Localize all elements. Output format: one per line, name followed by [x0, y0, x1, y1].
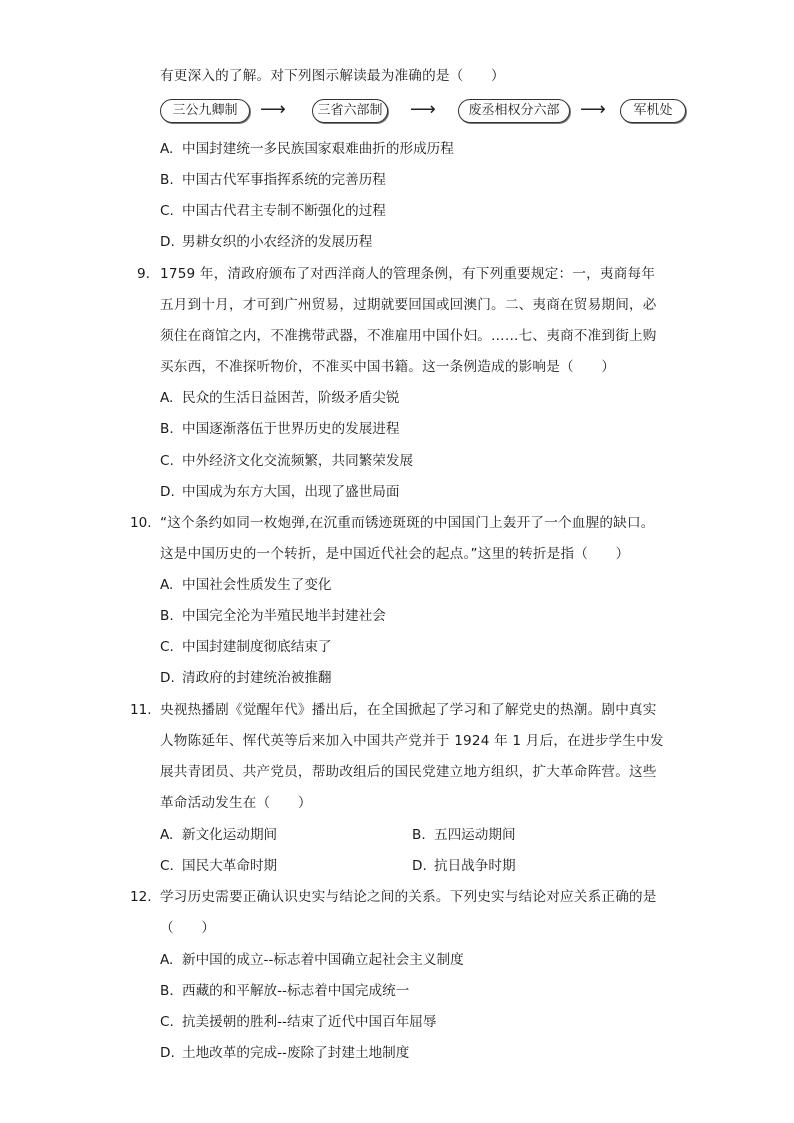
- q10-option-d[interactable]: D. 清政府的封建统治被推翻: [160, 670, 332, 686]
- q10-option-a[interactable]: A. 中国社会性质发生了变化: [160, 577, 332, 593]
- q12-option-c[interactable]: C. 抗美援朝的胜利--结束了近代中国百年屈辱: [160, 1014, 437, 1030]
- q10-option-b[interactable]: B. 中国完全沦为半殖民地半封建社会: [160, 608, 386, 624]
- q11-stem-line: 革命活动发生在（ ）: [160, 795, 312, 811]
- q11-option-c[interactable]: C. 国民大革命时期: [160, 858, 278, 874]
- q11-stem-line: 人物陈延年、恽代英等后来加入中国共产党并于 1924 年 1 月后，在进步学生中发: [160, 733, 664, 749]
- q9-stem-line: 1759 年，清政府颁布了对西洋商人的管理条例，有下列重要规定：一，夷商每年: [160, 266, 656, 282]
- flow-box-1: 三公九卿制: [160, 99, 250, 123]
- q11-option-a[interactable]: A. 新文化运动期间: [160, 827, 278, 843]
- q10-option-c[interactable]: C. 中国封建制度彻底结束了: [160, 639, 332, 655]
- q9-stem-line: 五月到十月，才可到广州贸易，过期就要回国或回澳门。二、夷商在贸易期间，必: [160, 297, 657, 313]
- q9-option-b[interactable]: B. 中国逐渐落伍于世界历史的发展进程: [160, 421, 400, 437]
- q9-option-d[interactable]: D. 中国成为东方大国，出现了盛世局面: [160, 484, 400, 500]
- q12-stem-line: 学习历史需要正确认识史实与结论之间的关系。下列史实与结论对应关系正确的是: [160, 889, 657, 905]
- q8-flow-diagram: [160, 96, 690, 126]
- q11-option-d[interactable]: D. 抗日战争时期: [412, 858, 516, 874]
- q12-option-d[interactable]: D. 土地改革的完成--废除了封建土地制度: [160, 1045, 410, 1061]
- q12-option-a[interactable]: A. 新中国的成立--标志着中国确立起社会主义制度: [160, 952, 464, 968]
- q11-stem-line: 展共青团员、共产党员，帮助改组后的国民党建立地方组织，扩大革命阵营。这些: [160, 764, 657, 780]
- q9-option-a[interactable]: A. 民众的生活日益困苦，阶级矛盾尖锐: [160, 390, 400, 406]
- q8-stem: 有更深入的了解。对下列图示解读最为准确的是（ ）: [160, 68, 505, 84]
- q8-option-c[interactable]: C. 中国古代君主专制不断强化的过程: [160, 203, 386, 219]
- flow-box-3: 废丞相权分六部: [458, 99, 570, 123]
- q9-number: 9.: [137, 266, 150, 282]
- q8-option-b[interactable]: B. 中国古代军事指挥系统的完善历程: [160, 172, 386, 188]
- q9-option-c[interactable]: C. 中外经济文化交流频繁，共同繁荣发展: [160, 453, 414, 469]
- q11-option-b[interactable]: B. 五四运动期间: [412, 827, 516, 843]
- q12-stem-line: （ ）: [160, 920, 216, 936]
- q9-stem-line: 买东西，不准探听物价，不准买中国书籍。这一条例造成的影响是（ ）: [160, 359, 616, 375]
- q8-option-d[interactable]: D. 男耕女织的小农经济的发展历程: [160, 234, 373, 250]
- q10-stem-line: “这个条约如同一枚炮弹,在沉重而锈迹斑斑的中国国门上轰开了一个血腥的缺口。: [160, 515, 655, 531]
- flow-arrow-1: ⟶: [260, 99, 286, 120]
- flow-box-4: 军机处: [620, 99, 686, 123]
- q9-stem-line: 须住在商馆之内，不准携带武器，不准雇用中国仆妇。……七、夷商不准到街上购: [160, 328, 657, 344]
- flow-arrow-2: ⟶: [410, 99, 436, 120]
- q10-stem-line: 这是中国历史的一个转折，是中国近代社会的起点。”这里的转折是指（ ）: [160, 546, 630, 562]
- q11-number: 11.: [130, 702, 152, 718]
- flow-arrow-3: ⟶: [580, 99, 606, 120]
- q8-option-a[interactable]: A. 中国封建统一多民族国家艰难曲折的形成历程: [160, 141, 454, 157]
- q12-option-b[interactable]: B. 西藏的和平解放--标志着中国完成统一: [160, 983, 410, 999]
- q10-number: 10.: [130, 515, 152, 531]
- q12-number: 12.: [130, 889, 152, 905]
- flow-box-2: 三省六部制: [312, 99, 388, 123]
- q11-stem-line: 央视热播剧《觉醒年代》播出后，在全国掀起了学习和了解党史的热潮。剧中真实: [160, 702, 657, 718]
